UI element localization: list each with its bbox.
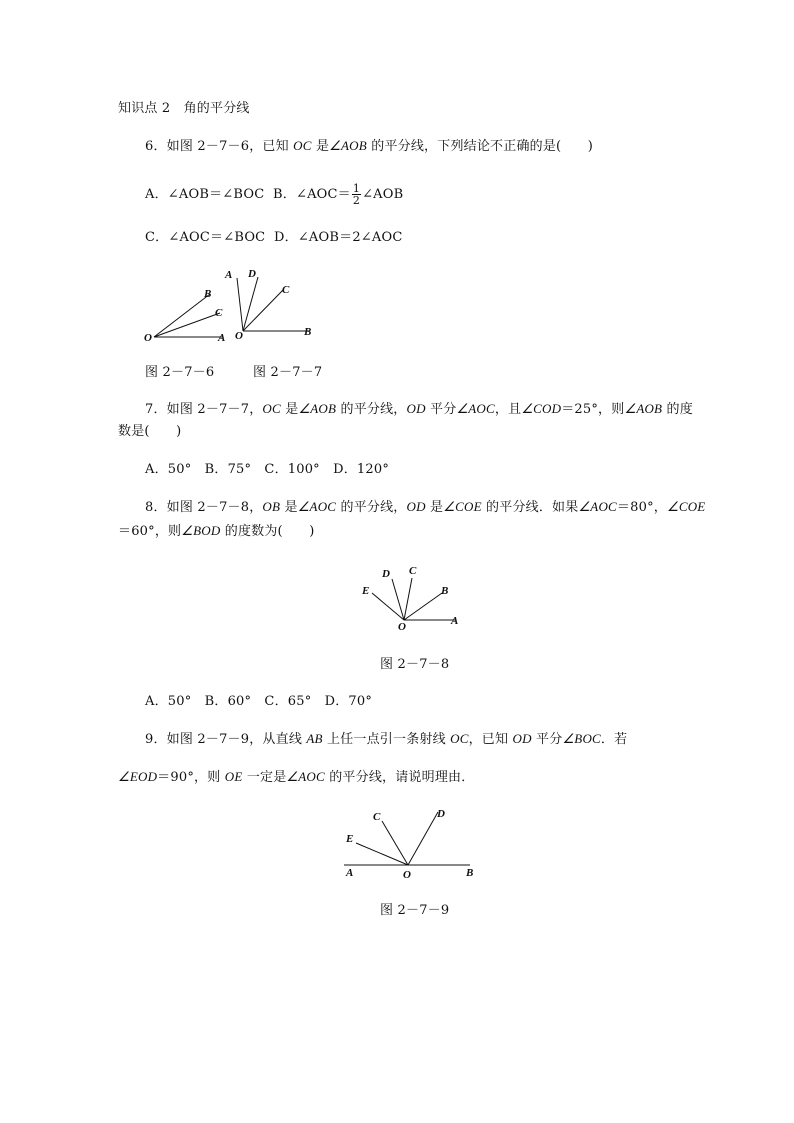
q6-option-b-prefix: B．∠AOC＝ (273, 187, 351, 202)
q7-text-c: 的平分线， (336, 402, 407, 417)
q9-text-f: ＝90°，则 (157, 770, 225, 785)
fig276-label-c: C (215, 307, 223, 319)
q7-text-b: 是 (280, 402, 299, 417)
fig277-label-c: C (282, 284, 290, 296)
caption-2-7-9: 图 2－7－9 (380, 903, 450, 918)
caption-2-7-7: 图 2－7－7 (253, 365, 323, 380)
q8-text-h: 的度数为( ) (220, 524, 315, 539)
q9-line1 (145, 730, 627, 749)
q8-coe: ∠COE (443, 499, 482, 514)
q6-option-a: A．∠AOB＝∠BOC (145, 187, 265, 202)
q7-text-d: 平分 (425, 402, 457, 417)
fig278-label-c: C (409, 565, 417, 577)
q7-aob2: ∠AOB (624, 401, 663, 416)
q6-oc: OC (293, 138, 312, 153)
q9-text-c: ，已知 (468, 732, 513, 747)
q8-text-a: 8．如图 2－7－8， (145, 500, 263, 515)
q8-text-g: ＝60°，则 (118, 524, 182, 539)
q8-aoc2: ∠AOC (578, 499, 617, 514)
fig277-label-d: D (248, 268, 256, 280)
figure-2-7-9 (340, 803, 490, 883)
fig278-label-b: B (441, 585, 449, 597)
q8-aoc: ∠AOC (297, 499, 337, 514)
q6-option-d: D．∠AOB＝2∠AOC (274, 230, 403, 245)
figure-2-7-8 (356, 560, 466, 633)
q9-boc: ∠BOC (562, 731, 601, 746)
q7-od: OD (406, 401, 426, 416)
q8-text-c: 的平分线， (336, 500, 407, 515)
q9-text-g: 一定是 (242, 770, 287, 785)
q6-option-b-suffix: ∠AOB (362, 187, 404, 202)
q7-cod: ∠COD (521, 401, 562, 416)
q6-options-row1 (145, 183, 403, 206)
q8-options: A．50° B．60° C．65° D．70° (145, 694, 373, 709)
q8-od: OD (406, 499, 426, 514)
fig278-label-o: O (398, 621, 406, 633)
q6-aob: ∠AOB (329, 138, 367, 153)
fig277-label-o: O (235, 330, 243, 342)
q9-oe: OE (224, 769, 243, 784)
fig279-label-b: B (466, 867, 474, 879)
q6-stem (145, 137, 593, 156)
q8-text-d: 是 (425, 500, 444, 515)
fig279-label-e: E (346, 833, 354, 845)
fig279-label-a: A (346, 867, 354, 879)
q6-option-c: C．∠AOC＝∠BOC (145, 230, 266, 245)
section-title: 知识点 2 角的平分线 (118, 101, 250, 116)
q6-stem-c: 的平分线，下列结论不正确的是( ) (366, 139, 593, 154)
fig277-label-b: B (304, 326, 312, 338)
caption-2-7-8: 图 2－7－8 (380, 657, 450, 672)
q7-line2: 数是( ) (118, 424, 182, 439)
q8-ob: OB (262, 499, 281, 514)
fig276-label-b: B (204, 288, 212, 300)
q9-ab: AB (306, 731, 323, 746)
q8-line1 (145, 498, 705, 517)
fig279-label-o: O (403, 869, 411, 881)
q7-line1 (145, 400, 693, 419)
q7-aob: ∠AOB (298, 401, 337, 416)
q8-text-b: 是 (280, 500, 298, 515)
q9-text-a: 9．如图 2－7－9，从直线 (145, 732, 307, 747)
q9-text-b: 上任一点引一条射线 (322, 732, 451, 747)
q7-aoc: ∠AOC (456, 401, 495, 416)
fig278-label-a: A (451, 615, 459, 627)
q9-text-e: ．若 (600, 732, 628, 747)
fig276-label-o: O (144, 332, 152, 344)
caption-2-7-6: 图 2－7－6 (145, 365, 215, 380)
q9-oc: OC (450, 731, 469, 746)
q8-coe2: ∠COE (666, 499, 706, 514)
q8-bod: ∠BOD (181, 523, 221, 538)
figure-2-7-7 (225, 265, 325, 340)
q7-text-g: 的度 (662, 402, 693, 417)
q6-options-row2 (145, 229, 402, 247)
q7-text-e: ，且 (494, 402, 522, 417)
q6-stem-b: 是 (311, 139, 330, 154)
q7-options: A．50° B．75° C．100° D．120° (145, 462, 390, 477)
q9-text-d: 平分 (531, 732, 563, 747)
q8-line2 (118, 522, 315, 541)
q8-text-e: 的平分线．如果 (481, 500, 579, 515)
fig279-label-c: C (373, 811, 381, 823)
q9-od: OD (512, 731, 532, 746)
q9-eod: ∠EOD (118, 769, 158, 784)
q7-oc: OC (262, 401, 281, 416)
q9-line2 (118, 768, 474, 787)
q6-option-b-fraction (352, 183, 361, 206)
q7-text-f: ＝25°，则 (561, 402, 625, 417)
q7-text-a: 7．如图 2－7－7， (145, 402, 263, 417)
fig276-label-a: A (218, 332, 226, 344)
fraction-numerator: 1 (352, 182, 361, 195)
fig279-label-d: D (437, 808, 445, 820)
q9-aoc: ∠AOC (286, 769, 325, 784)
fraction-denominator: 2 (352, 194, 361, 207)
q9-text-h: 的平分线，请说明理由． (324, 770, 475, 785)
q6-stem-a: 6．如图 2－7－6，已知 (145, 139, 294, 154)
fig278-label-d: D (382, 568, 390, 580)
fig278-label-e: E (362, 585, 370, 597)
fig277-label-a: A (225, 269, 233, 281)
q8-text-f: ＝80°， (616, 500, 667, 515)
